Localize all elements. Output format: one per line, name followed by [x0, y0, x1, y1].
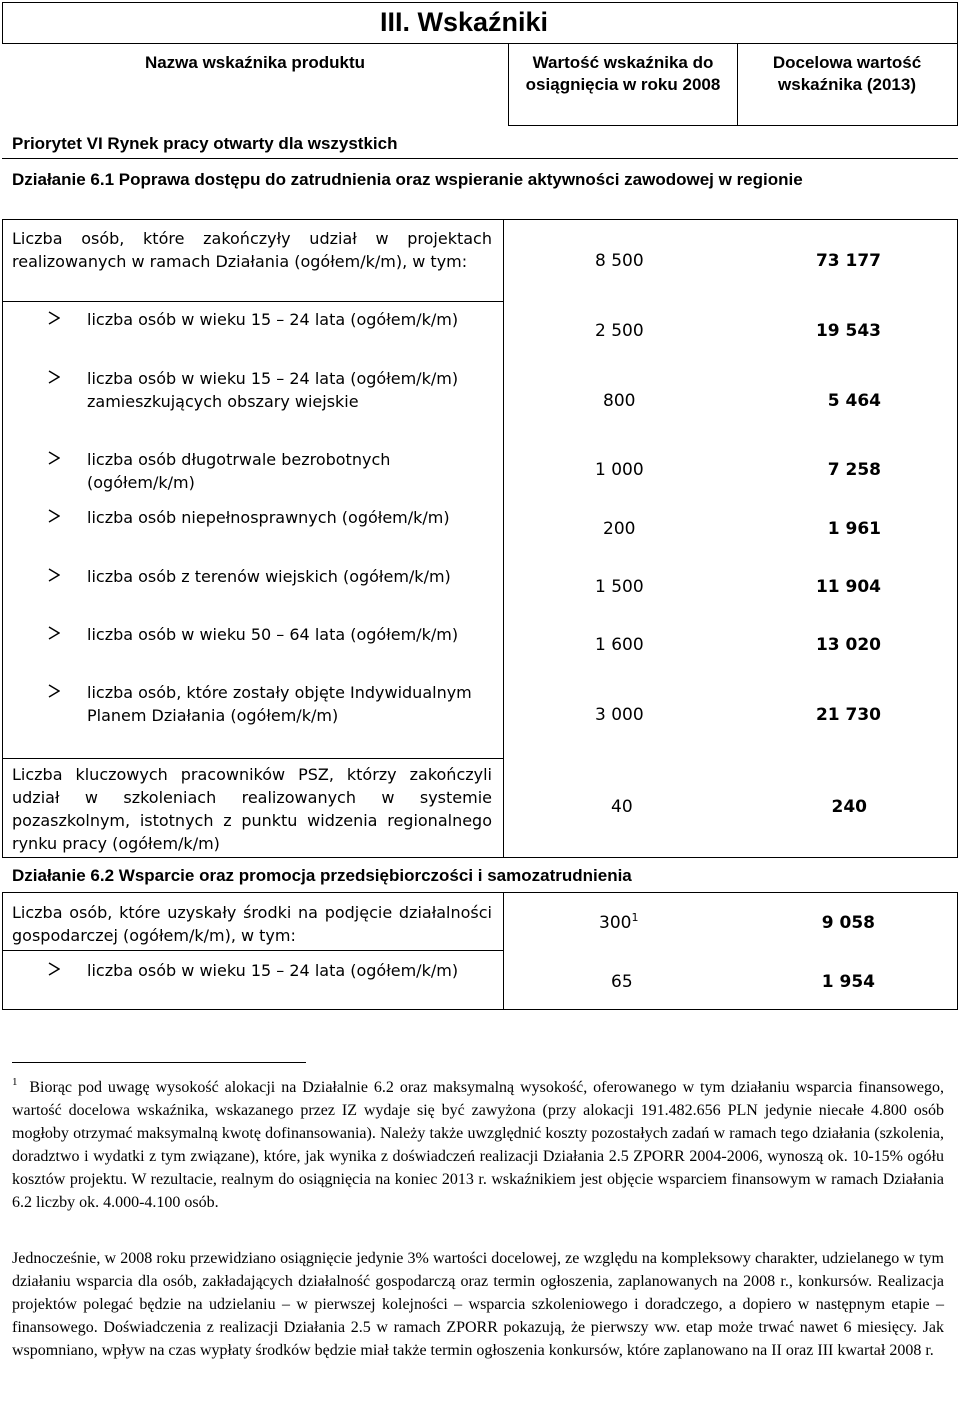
action-61-heading: Działanie 6.1 Poprawa dostępu do zatrudnienia oraz wspieranie aktywności zawodowej w regionie: [12, 170, 803, 189]
table-right-border: [957, 2, 958, 125]
table-left-border: [2, 2, 3, 43]
indicator-label: liczba osób z terenów wiejskich (ogółem/k/m): [87, 567, 451, 586]
rows62-bottom-border: [2, 1009, 958, 1010]
value-2008: [599, 912, 638, 934]
rows62-col2-border: [503, 892, 504, 1009]
table-top-border: [2, 2, 958, 3]
rows62-top-border: [2, 892, 958, 893]
value-2008: 800: [603, 391, 636, 411]
footnote-text-1: Biorąc pod uwagę wysokość alokacji na Działalnie 6.2 oraz maksymalną wysokość, oferowanego w tym działaniu wsparcia finansowego, wartość docelowa wskaźnika, wskazanego przez IZ wydaje się być zawyżona (przy alokacji 191.482.656 PLN jedynie niecałe 4.800 osób mogłoby otrzymać maksymalną kwotę dofinansowania). Należy także uwzględnić koszty pozostałych zadań w ramach tego działania (szkolenia, doradztwo i wydatki z tym związane), które, jak wynika z doświadczeń realizacji Działania 2.5 ZPORR 2004-2006, wynoszą ok. 10-15% ogółu kosztów projektu. W rezultacie, realnym do osiągnięcia na koniec 2013 r. wskaźnikiem jest objęcie wsparciem finansowym w ramach Działania 6.2 liczby ok. 4.000-4.100 osób.: [12, 1079, 945, 1211]
indicator-label: liczba osób, które zostały objęte Indywidualnym Planem Działania (ogółem/k/m): [87, 683, 472, 725]
row-divider: [2, 758, 503, 759]
footnote-ref[interactable]: 1: [631, 911, 639, 924]
header-col-2008: Wartość wskaźnika do osiągnięcia w roku 2008: [525, 53, 721, 94]
rows-right-border: [957, 219, 958, 857]
value-2013: 240: [831, 797, 867, 817]
value-2008: 2 500: [595, 321, 644, 341]
rows-col2-border: [503, 219, 504, 857]
footnote-paragraph-1: [12, 1076, 944, 1214]
action61-top-border: [2, 158, 958, 159]
arrow-bullet-icon: [48, 451, 60, 465]
footnote-paragraph-2: Jednocześnie, w 2008 roku przewidziano osiągnięcie jedynie 3% wartości docelowej, ze względu na kompleksowy charakter, udzielanego w tym działaniu wsparcia dla osób, zakładających działalność gospodarczą oraz termin ogłoszenia, zaplanowanych na 2008 r., konkursów. Realizacja projektów polegać będzie na udzielaniu – w pierwszej kolejności – wsparcia szkoleniowego i doradczego, a dopiero w następnym etapie – finansowego. Doświadczenia z realizacji Działania 2.5 w ramach ZPORR pokazują, że pierwszy ww. etap może trwać nawet 6 miesięcy. Jak wspomniano, wpływ na czas wypłaty środków będzie miał także termin ogłoszenia konkursów, które zaplanowano na II oraz III kwartał 2008 r.: [12, 1250, 944, 1359]
value-2013: 5 464: [827, 391, 881, 411]
rows-top-border: [2, 219, 958, 220]
value-2008: 40: [611, 797, 633, 817]
arrow-bullet-icon: [48, 311, 60, 325]
rows62-right-border: [957, 892, 958, 1009]
indicator-label: liczba osób niepełnosprawnych (ogółem/k/m): [87, 508, 450, 527]
indicator-label: liczba osób w wieku 50 – 64 lata (ogółem/k/m): [87, 625, 459, 644]
indicator-label: liczba osób w wieku 15 – 24 lata (ogółem/k/m) zamieszkujących obszary wiejskie: [87, 369, 459, 411]
indicator-label: Liczba osób, które uzyskały środki na podjęcie działalności gospodarczej (ogółem/k/m), w tym:: [12, 903, 492, 945]
value-2013: 11 904: [815, 577, 881, 597]
value-2008-number: 300: [599, 913, 632, 933]
value-2013: 73 177: [815, 251, 881, 271]
arrow-bullet-icon: [48, 626, 60, 640]
arrow-bullet-icon: [48, 568, 60, 582]
arrow-bullet-icon: [48, 509, 60, 523]
arrow-bullet-icon: [48, 684, 60, 698]
col3-border-left: [737, 43, 738, 125]
header-col-2013: Docelowa wartość wskaźnika (2013): [772, 53, 922, 94]
indicator-label: liczba osób w wieku 15 – 24 lata (ogółem/k/m): [87, 310, 459, 329]
header-divider: [2, 43, 958, 44]
arrow-bullet-icon: [48, 962, 60, 976]
arrow-bullet-icon: [48, 370, 60, 384]
value-2013: 9 058: [821, 913, 875, 933]
indicator-label: Liczba kluczowych pracowników PSZ, którzy zakończyli udział w szkoleniach realizowanych w systemie pozaszkolnym, istotnych z punktu widzenia regionalnego rynku pracy (ogółem/k/m): [12, 765, 492, 853]
value-2013: 13 020: [815, 635, 881, 655]
value-2013: 1 954: [821, 972, 875, 992]
col2-border-left: [508, 43, 509, 125]
header-col-name: Nazwa wskaźnika produktu: [144, 53, 366, 72]
value-2008: 1 600: [595, 635, 644, 655]
indicator-label: Liczba osób, które zakończyły udział w projektach realizowanych w ramach Działania (ogółem/k/m), w tym:: [12, 229, 492, 271]
value-2008: 1 500: [595, 577, 644, 597]
value-2013: 19 543: [815, 321, 881, 341]
section-title: III. Wskaźniki: [380, 7, 549, 37]
rows-bottom-border: [2, 857, 958, 858]
value-2008: 8 500: [595, 251, 644, 271]
row-divider: [2, 301, 503, 302]
value-2013: 21 730: [815, 705, 881, 725]
value-2013: 1 961: [827, 519, 881, 539]
value-2008: 65: [611, 972, 633, 992]
row-divider: [2, 950, 503, 951]
footnote-separator: [12, 1062, 306, 1063]
rows-left-border: [2, 219, 3, 857]
header-bottom-border: [508, 125, 958, 126]
value-2013: 7 258: [827, 460, 881, 480]
priority-heading: Priorytet VI Rynek pracy otwarty dla wszystkich: [12, 134, 398, 153]
indicator-label: liczba osób w wieku 15 – 24 lata (ogółem/k/m): [87, 961, 459, 980]
footnote-number: 1: [12, 1076, 18, 1088]
value-2008: 200: [603, 519, 636, 539]
indicator-label: liczba osób długotrwale bezrobotnych (ogółem/k/m): [87, 450, 391, 492]
value-2008: 3 000: [595, 705, 644, 725]
value-2008: 1 000: [595, 460, 644, 480]
action-62-heading: Działanie 6.2 Wsparcie oraz promocja przedsiębiorczości i samozatrudnienia: [12, 866, 632, 885]
